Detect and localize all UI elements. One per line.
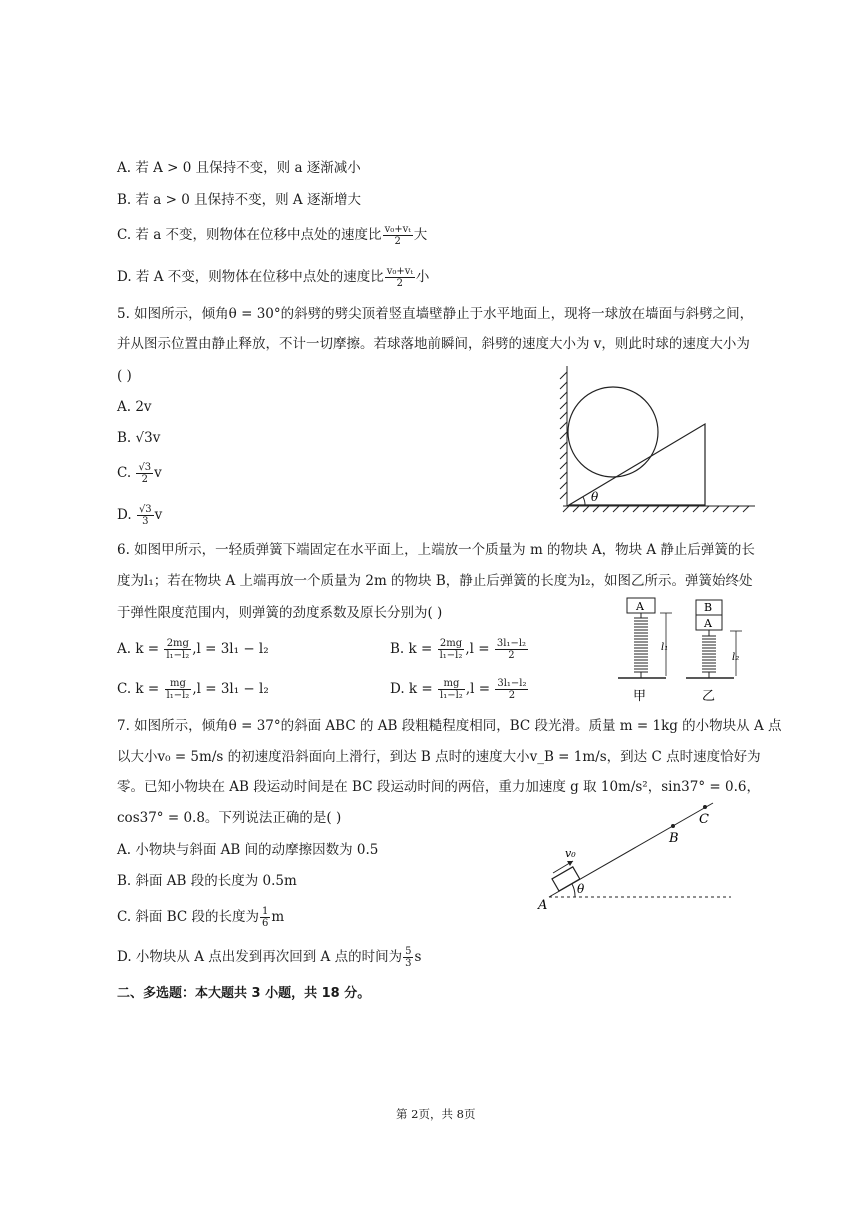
- spring-jia: [634, 618, 648, 672]
- wall-hatching: [560, 366, 567, 506]
- q7-stem-line4: cos37° = 0.8。下列说法正确的是( ): [117, 810, 342, 826]
- theta-label: θ: [591, 490, 599, 504]
- q5-stem-line2: 并从图示位置由静止释放，不计一切摩擦。若球落地前瞬间，斜劈的速度大小为 v，则此时球的速度大小为: [117, 336, 750, 352]
- svg-text:v₀: v₀: [565, 847, 576, 860]
- q7-stem-line2: 以大小v₀ = 5m/s 的初速度沿斜面向上滑行，到达 B 点时的速度大小v_B = 1m/s，到达 C 点时速度恰好为: [117, 749, 761, 765]
- wedge: [569, 424, 705, 505]
- svg-text:C: C: [699, 812, 709, 827]
- theta-arc: [572, 884, 575, 897]
- q6-option-b: B. k = $\frac{2mg}{\text{l₁−l₂}}$ ,l = $\frac{\text{3l₁−l₂}}{2}$: [390, 638, 527, 661]
- q4-option-c-text: C. 若 a 不变，则物体在位移中点处的速度比: [117, 227, 382, 243]
- point-c: [703, 805, 707, 809]
- q7-option-b: B. 斜面 AB 段的长度为 0.5m: [117, 873, 297, 889]
- ground-hatching: [563, 506, 755, 512]
- q4-option-d: D. 若 A 不变，则物体在位移中点处的速度比 $\frac{\text{v₀+vₜ}}{2}$ 小: [117, 266, 430, 289]
- q5-stem-line1: 5. 如图所示，倾角θ = 30°的斜劈的劈尖顶着竖直墙壁静止于水平地面上，现将一球放在墙面与斜劈之间，: [117, 306, 754, 322]
- q6-option-c: C. k = $\frac{mg}{\text{l₁−l₂}}$ ,l = 3l₁ − l₂: [117, 678, 269, 701]
- q6-stem-line1: 6. 如图甲所示，一轻质弹簧下端固定在水平面上，上端放一个质量为 m 的物块 A，物块 A 静止后弹簧的长: [117, 542, 755, 558]
- q7-option-d: D. 小物块从 A 点出发到再次回到 A 点的时间为 $\frac{5}{3}$ s: [117, 946, 422, 969]
- q5-figure: [555, 362, 775, 514]
- q4-option-a: A. 若 A > 0 且保持不变，则 a 逐渐减小: [117, 160, 361, 176]
- point-b: [671, 824, 675, 828]
- block: [552, 867, 580, 891]
- section-heading: 二、多选题：本大题共 3 小题，共 18 分。: [117, 986, 371, 1001]
- svg-text:甲: 甲: [633, 689, 647, 704]
- q7-stem-line1: 7. 如图所示，倾角θ = 37°的斜面 ABC 的 AB 段粗糙程度相同，BC 段光滑。质量 m = 1kg 的小物块从 A 点: [117, 718, 782, 734]
- page-footer: 第 2页，共 8页: [396, 1107, 476, 1121]
- q6-stem-line2: 度为l₁；若在物块 A 上端再放一个质量为 2m 的物块 B，静止后弹簧的长度为l₂，如图乙所示。弹簧始终处: [117, 573, 753, 589]
- q5-option-c-fraction: $\frac{√3}{2}$: [138, 462, 152, 485]
- q6-figure: [610, 596, 760, 708]
- svg-text:l₁: l₁: [661, 642, 669, 653]
- q7-stem-line3: 零。已知小物块在 AB 段运动时间是在 BC 段运动时间的两倍，重力加速度 g 取 10m/s²，sin37° = 0.6，: [117, 779, 760, 795]
- theta-arc: [583, 497, 585, 505]
- svg-text:乙: 乙: [702, 689, 716, 704]
- svg-text:A: A: [538, 898, 548, 913]
- q6-stem-line3: 于弹性限度范围内，则弹簧的劲度系数及原长分别为( ): [117, 605, 443, 621]
- q5-option-d-fraction: $\frac{√3}{3}$: [138, 504, 152, 527]
- q4-option-c-fraction: $\frac{\text{v₀+vₜ}}{2}$: [384, 224, 411, 247]
- q4-option-b: B. 若 a > 0 且保持不变，则 A 逐渐增大: [117, 192, 361, 208]
- q5-option-a: A. 2v: [117, 399, 152, 415]
- svg-text:B: B: [704, 601, 713, 614]
- svg-text:θ: θ: [577, 882, 585, 896]
- q6-option-a: A. k = $\frac{2mg}{\text{l₁−l₂}}$ ,l = 3l₁ − l₂: [117, 638, 269, 661]
- svg-text:A: A: [636, 600, 644, 613]
- spring-yi: [702, 636, 716, 672]
- ball: [568, 387, 658, 477]
- q5-answer-paren: ( ): [117, 368, 132, 384]
- q4-option-d-fraction: $\frac{\text{v₀+vₜ}}{2}$: [386, 266, 413, 289]
- q7-option-a: A. 小物块与斜面 AB 间的动摩擦因数为 0.5: [117, 842, 379, 858]
- svg-text:A: A: [704, 617, 712, 630]
- q4-option-c: C. 若 a 不变，则物体在位移中点处的速度比 $\frac{\text{v₀+vₜ}}{2}$ 大: [117, 224, 428, 247]
- q5-option-d: D. $\frac{√3}{3}$ v: [117, 504, 163, 527]
- q4-option-d-text: D. 若 A 不变，则物体在位移中点处的速度比: [117, 269, 384, 285]
- q7-option-c: C. 斜面 BC 段的长度为 $\frac{1}{6}$ m: [117, 906, 285, 929]
- q5-option-c: C. $\frac{√3}{2}$ v: [117, 462, 162, 485]
- q6-option-d: D. k = $\frac{mg}{\text{l₁−l₂}}$ ,l = $\frac{\text{3l₁−l₂}}{2}$: [390, 678, 527, 701]
- q5-option-b: B. √3v: [117, 430, 161, 446]
- svg-text:l₂: l₂: [732, 652, 740, 663]
- q7-figure: [535, 795, 745, 915]
- svg-text:B: B: [669, 831, 679, 846]
